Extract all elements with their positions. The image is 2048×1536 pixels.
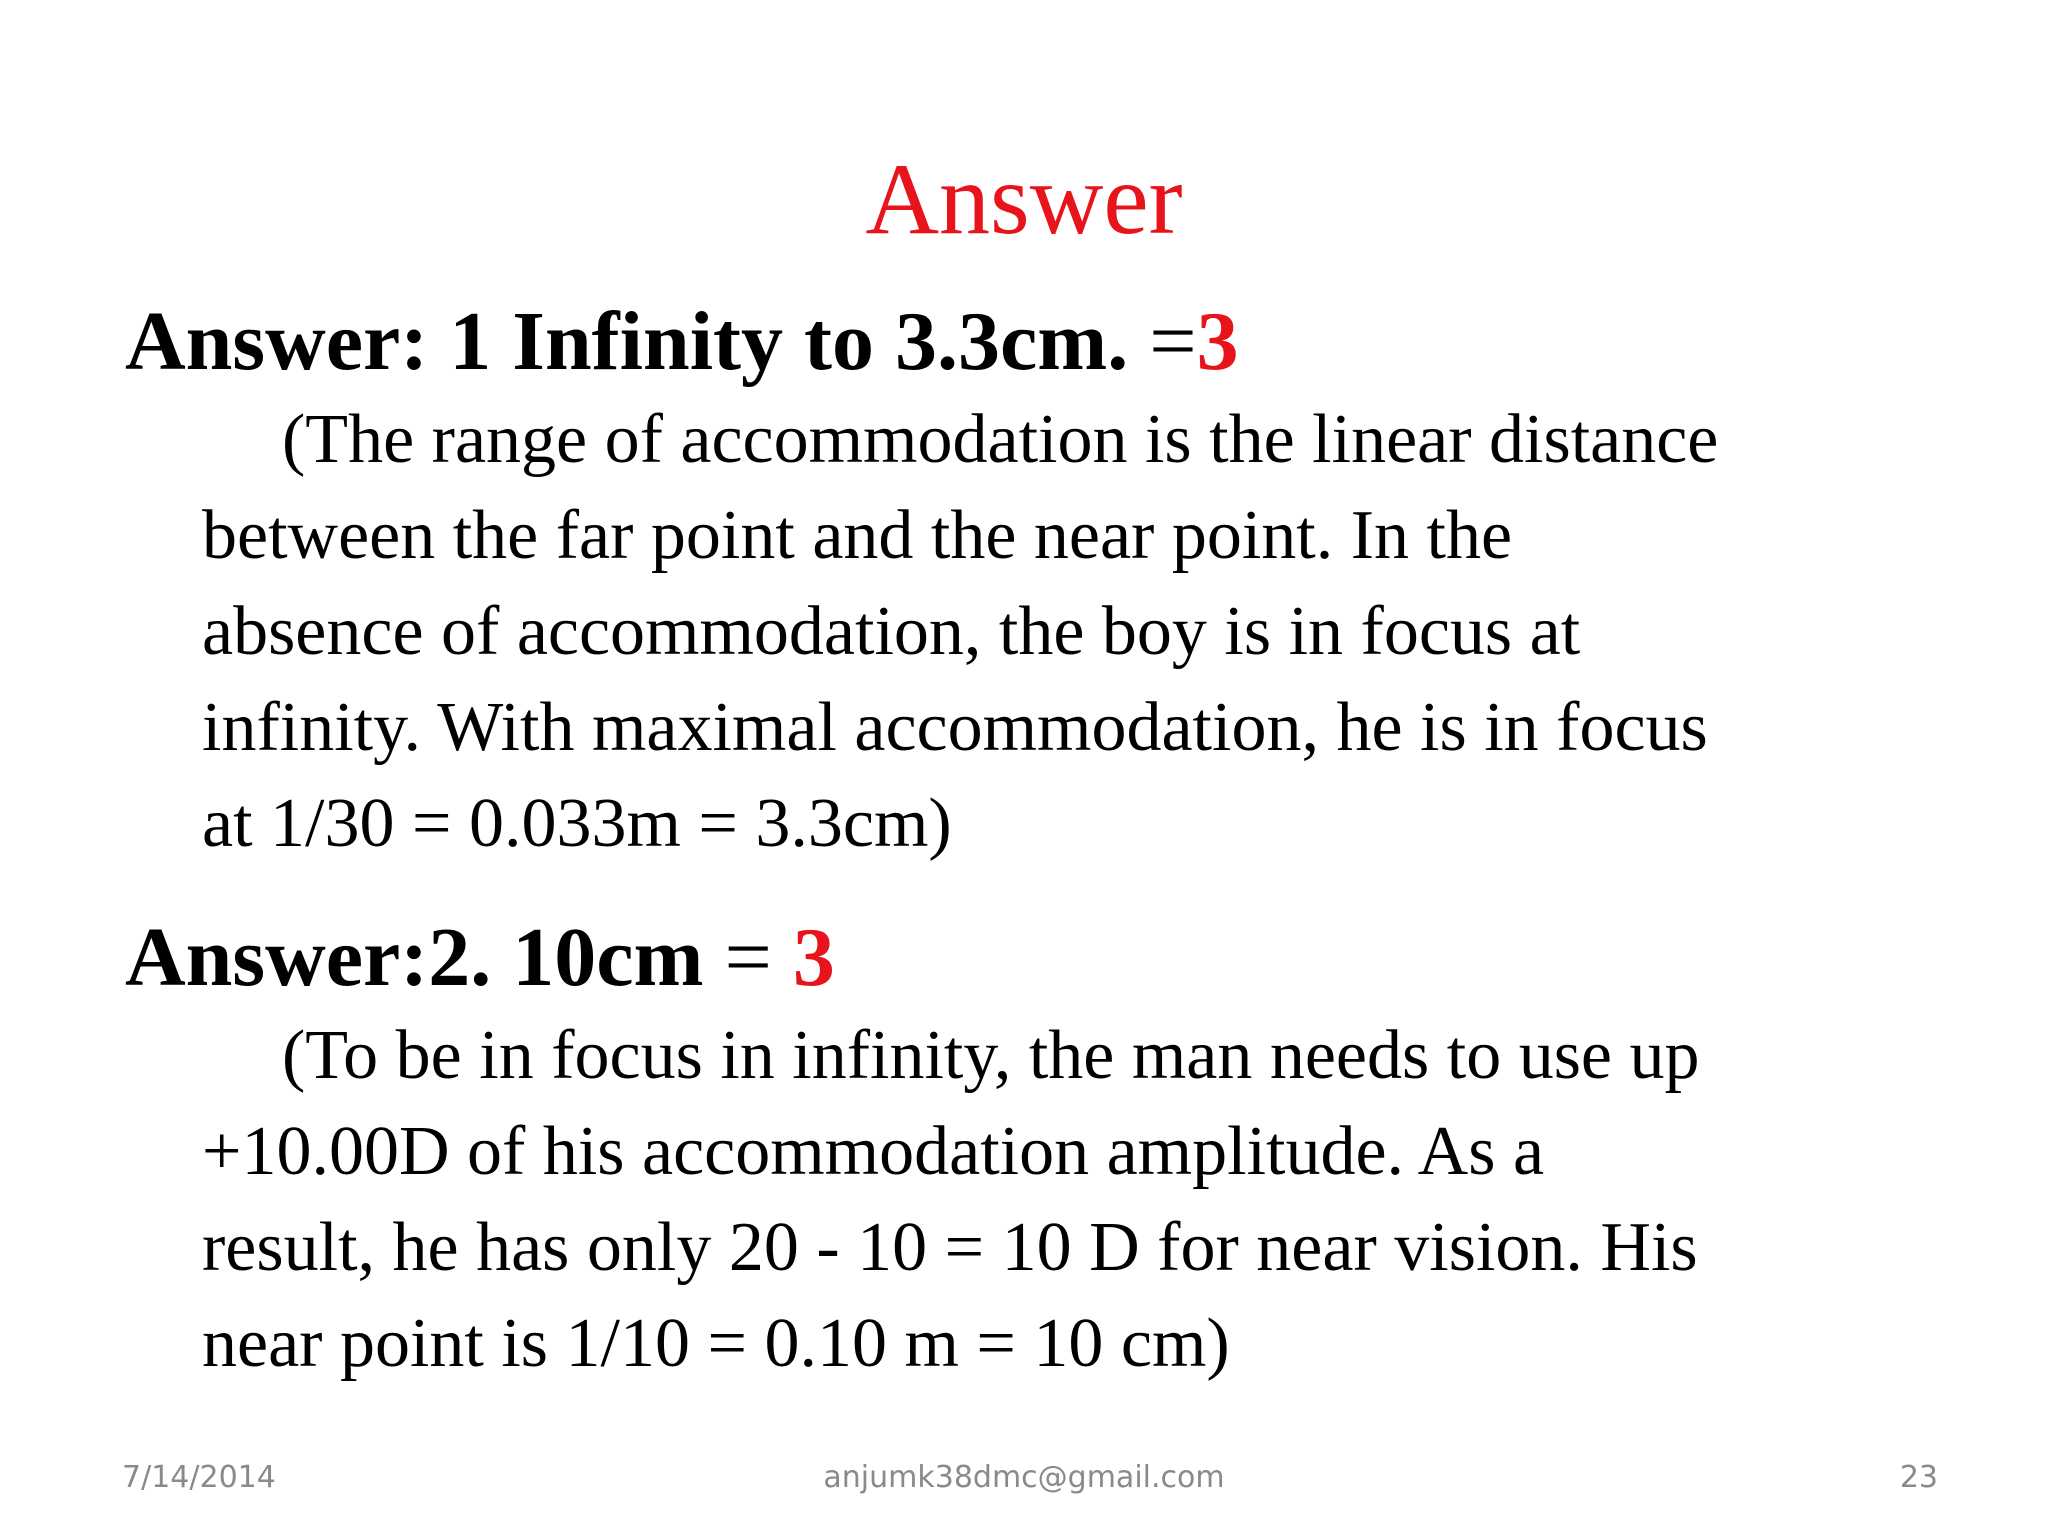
explanation-line: between the far point and the near point. In the <box>202 497 1513 574</box>
answer-2-heading <box>125 908 1965 1008</box>
answer-2-score: 3 <box>792 911 835 1004</box>
footer-email: anjumk38dmc@gmail.com <box>823 1460 1225 1495</box>
explanation-line: result, he has only 20 - 10 = 10 D for near vision. His <box>202 1209 1698 1286</box>
explanation-line: (To be in focus in infinity, the man needs to use up <box>282 1017 1700 1094</box>
explanation-line: +10.00D of his accommodation amplitude. As a <box>202 1113 1545 1190</box>
answer-2-equals: = <box>703 911 793 1004</box>
footer-date: 7/14/2014 <box>122 1460 276 1495</box>
explanation-line: near point is 1/10 = 0.10 m = 10 cm) <box>202 1305 1230 1382</box>
answer-2-heading-text: Answer:2. 10cm <box>125 911 704 1004</box>
explanation-line: absence of accommodation, the boy is in focus at <box>202 593 1581 670</box>
answer-2-explanation <box>125 1008 1942 1392</box>
answer-2 <box>125 908 1965 1392</box>
answer-1-explanation <box>125 392 1942 872</box>
answer-1-equals: = <box>1149 295 1197 388</box>
explanation-line: at 1/30 = 0.033m = 3.3cm) <box>202 785 952 862</box>
answer-1 <box>125 292 1965 872</box>
explanation-line: (The range of accommodation is the linear distance <box>282 401 1719 478</box>
slide-title: Answer <box>865 143 1183 256</box>
answer-1-heading <box>125 292 1965 392</box>
explanation-line: infinity. With maximal accommodation, he is in focus <box>202 689 1708 766</box>
footer-page-number: 23 <box>1899 1460 1938 1495</box>
answer-1-heading-text: Answer: 1 Infinity to 3.3cm. <box>125 295 1129 388</box>
answer-1-score: 3 <box>1196 295 1239 388</box>
